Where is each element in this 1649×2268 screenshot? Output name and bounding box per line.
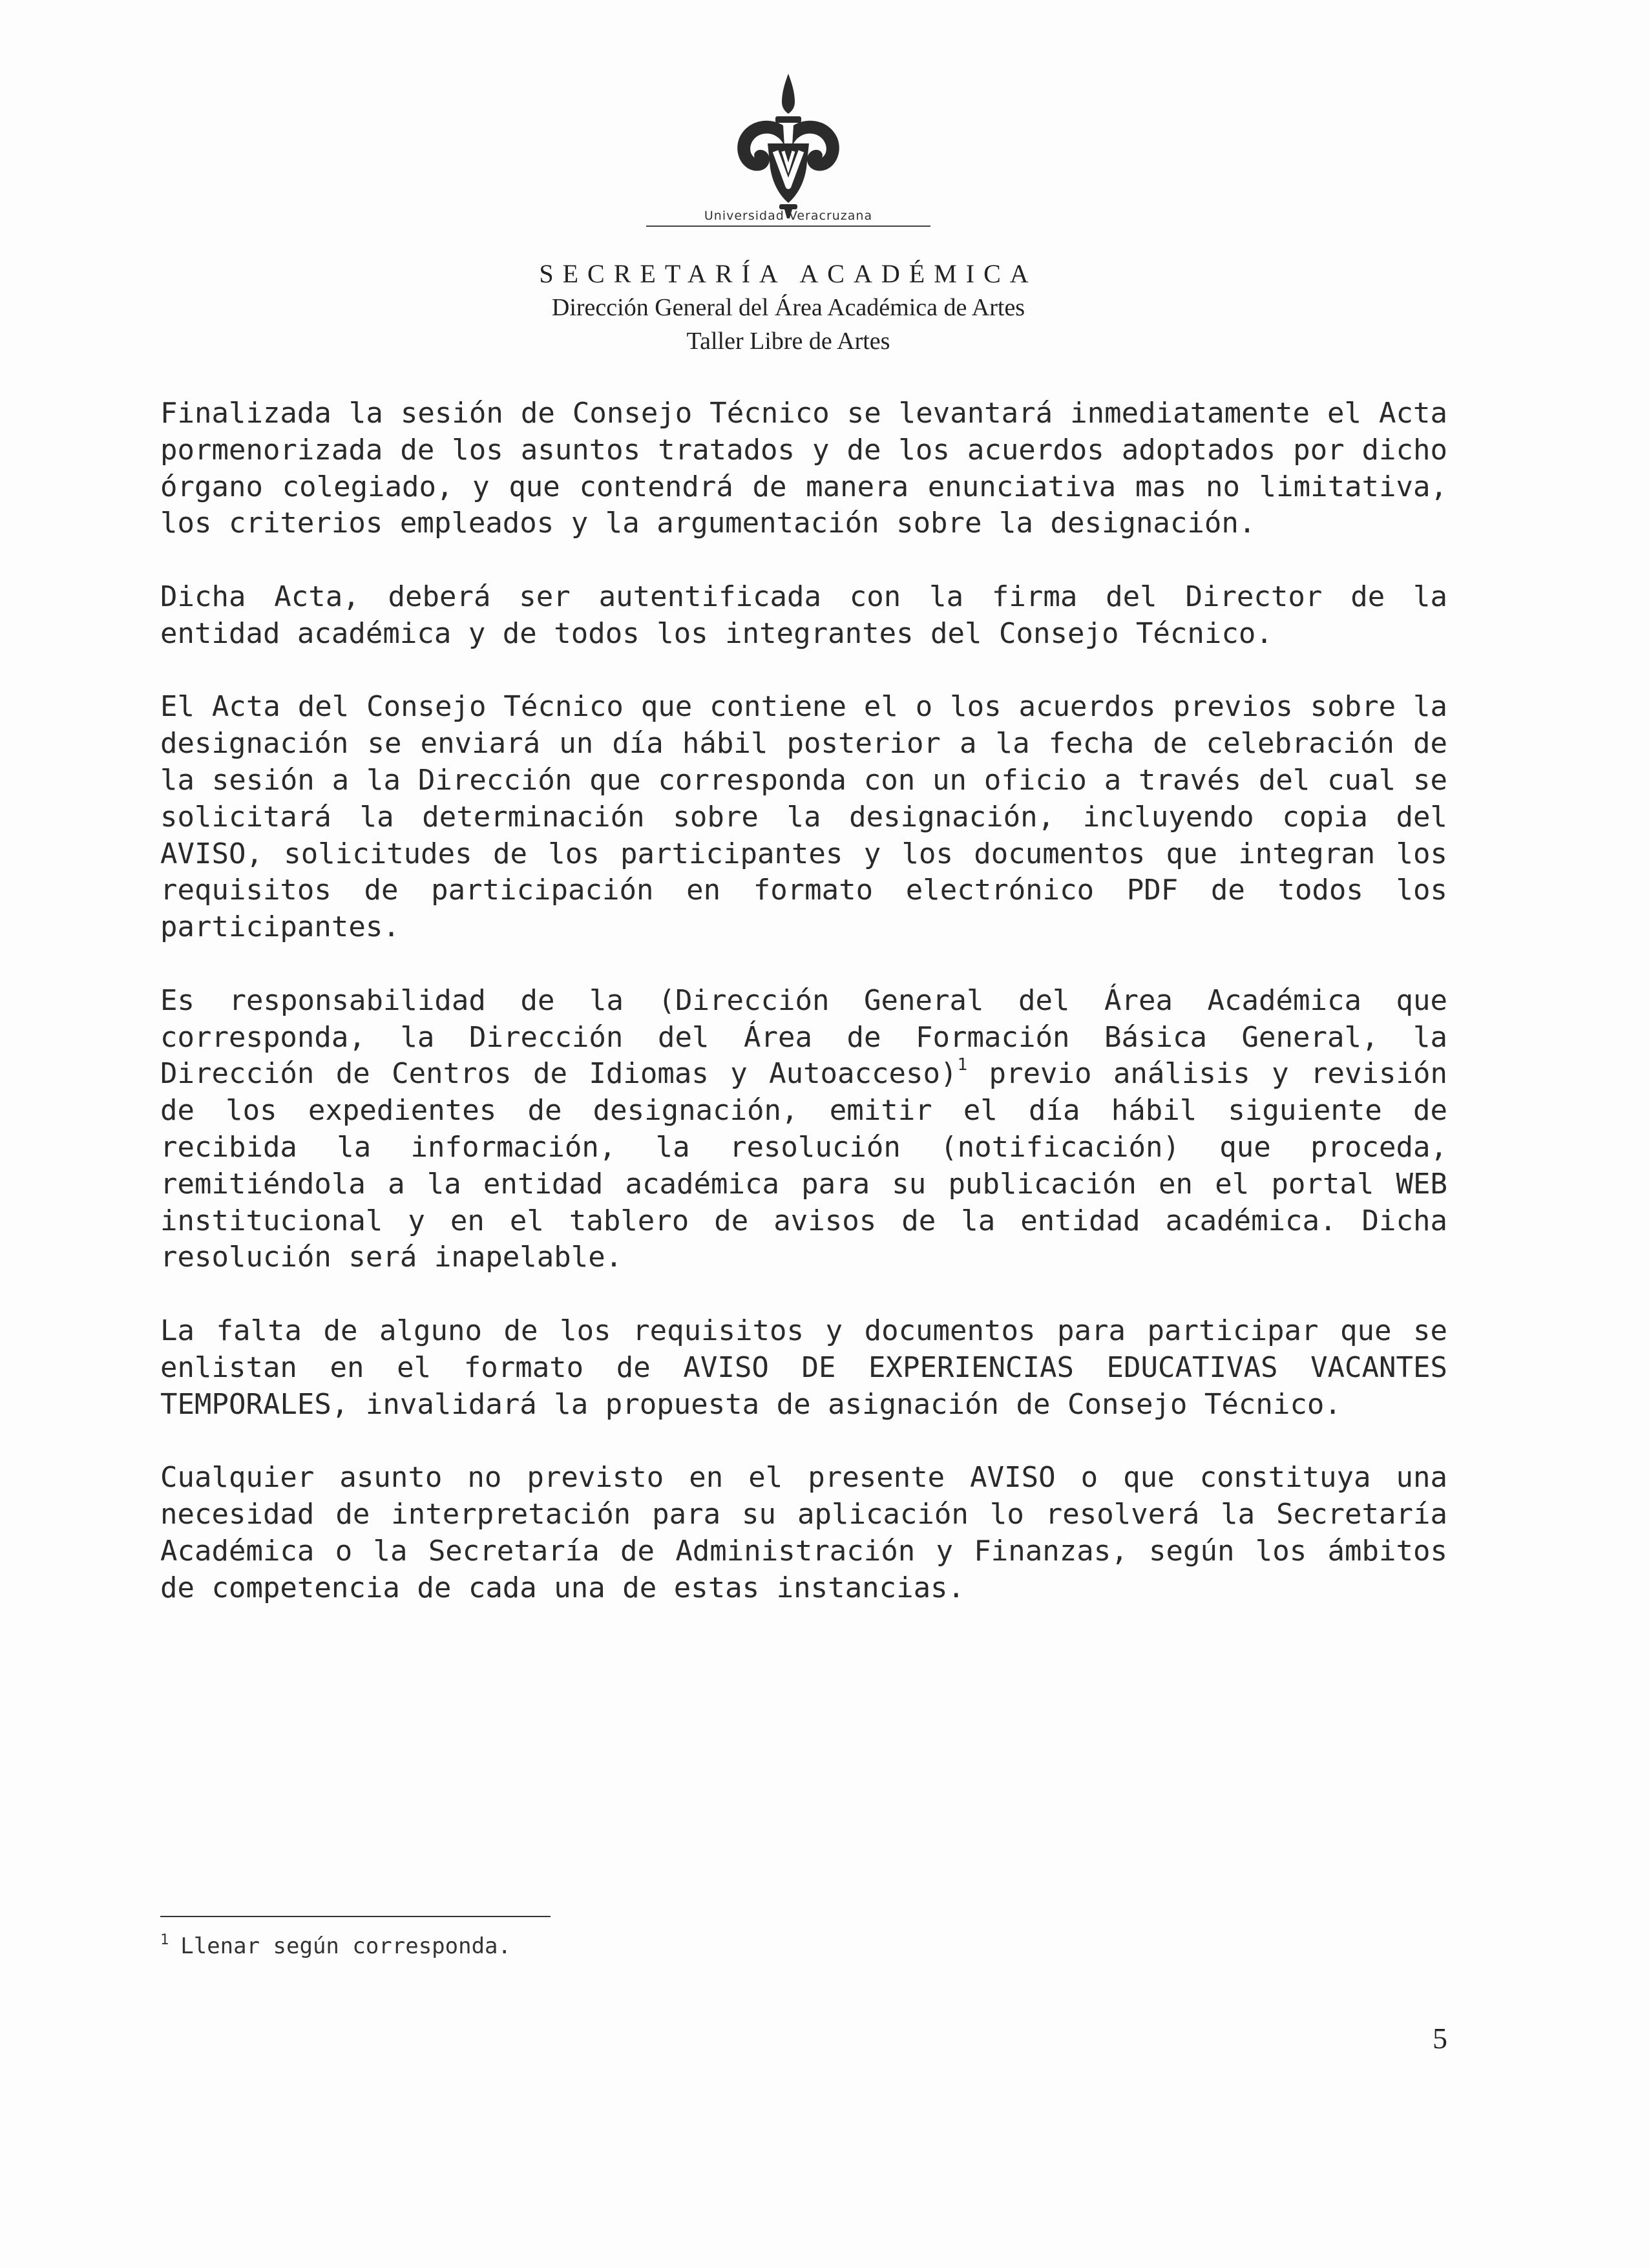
footnote-marker: 1	[160, 1932, 169, 1948]
taller-subheading: Taller Libre de Artes	[686, 328, 890, 355]
footnote-text: Llenar según corresponda.	[180, 1933, 511, 1959]
university-name-caption: Universidad Veracruzana	[646, 209, 930, 227]
paragraph-acta-autentificacion: Dicha Acta, deberá ser autentificada con la firma del Director de la entidad académica y de todos los integrantes del Consejo Técnico.	[160, 580, 1447, 650]
footnote-separator	[160, 1916, 551, 1917]
paragraph-acta-envio: El Acta del Consejo Técnico que contiene el o los acuerdos previos sobre la designación se enviará un día hábil posterior a la fecha de celebración de la sesión a la Dirección que corresponda con un oficio a través del cual se solicitará la determinación sobre la designación, incluyendo copia del AVISO, solicitudes de los participantes y los documentos que integran los requisitos de participación en formato electrónico PDF de todos los participantes.	[160, 690, 1447, 944]
footnote	[160, 1933, 511, 1959]
secretaria-heading: SECRETARÍA ACADÉMICA	[539, 259, 1038, 288]
direccion-subheading: Dirección General del Área Académica de Artes	[551, 294, 1025, 321]
paragraph-responsabilidad-start: Es responsabilidad de la (Dirección General del Área Académica que corresponda, la Dirección del Área de Formación Básica General, la Dirección de Centros de Idiomas y Autoacceso)	[160, 983, 1447, 1091]
paragraph-responsabilidad-end: previo análisis y revisión de los expedientes de designación, emitir el día hábil siguiente de recibida la información, la resolución (notificación) que proceda, remitiéndola a la entidad académica para su publicación en el portal WEB institucional y en el tablero de avisos de la entidad académica. Dicha resolución será inapelable.	[160, 1057, 1447, 1274]
page-number: 5	[1433, 2022, 1447, 2055]
paragraph-falta-requisitos: La falta de alguno de los requisitos y documentos para participar que se enlistan en el formato de AVISO DE EXPERIENCIAS EDUCATIVAS VACANTES TEMPORALES, invalidará la propuesta de asignación de Consejo Técnico.	[160, 1314, 1447, 1421]
paragraph-responsabilidad	[160, 983, 1447, 1276]
footnote-reference: 1	[957, 1055, 968, 1075]
university-emblem-icon	[730, 71, 846, 220]
document-body	[160, 395, 1447, 1643]
document-header	[388, 257, 1189, 358]
paragraph-asunto-no-previsto: Cualquier asunto no previsto en el presente AVISO o que constituya una necesidad de interpretación para su aplicación lo resolverá la Secretaría Académica o la Secretaría de Administración y Finanzas, según los ámbitos de competencia de cada una de estas instancias.	[160, 1461, 1447, 1604]
paragraph-acta-levantamiento: Finalizada la sesión de Consejo Técnico se levantará inmediatamente el Acta pormenorizada de los asuntos tratados y de los acuerdos adoptados por dicho órgano colegiado, y que contendrá de manera enunciativa mas no limitativa, los criterios empleados y la argumentación sobre la designación.	[160, 397, 1447, 540]
